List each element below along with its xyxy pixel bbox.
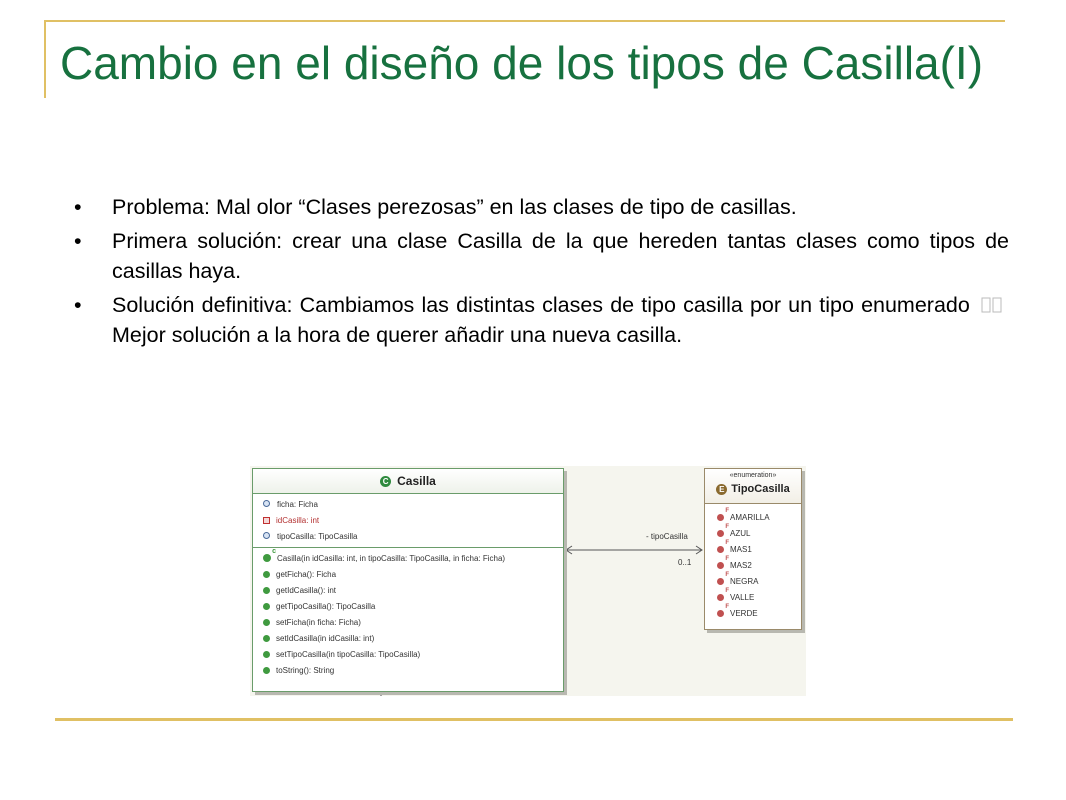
attribute-text: ficha: Ficha xyxy=(277,499,318,509)
attribute-text: idCasilla: int xyxy=(276,515,320,525)
public-method-icon xyxy=(263,635,270,642)
operation-text: setTipoCasilla(in tipoCasilla: TipoCasilla) xyxy=(276,649,421,659)
enum-literal-text: MAS1 xyxy=(730,544,752,554)
enum-literals xyxy=(705,504,801,621)
operation-row xyxy=(253,614,563,630)
operation-row xyxy=(253,646,563,662)
frame-bottom-line xyxy=(55,718,1013,721)
literal-icon xyxy=(717,562,724,569)
enum-icon: E xyxy=(716,484,727,495)
operation-row xyxy=(253,662,563,678)
protected-field-icon xyxy=(263,500,271,508)
class-attributes xyxy=(253,494,563,548)
operation-text: setIdCasilla(in idCasilla: int) xyxy=(276,633,375,643)
literal-icon xyxy=(717,610,724,617)
bullet-text: Primera solución: crear una clase Casilla de la que hereden tantas clases como tipos de casillas haya. xyxy=(112,229,1009,283)
enum-literal-text: VALLE xyxy=(730,592,755,602)
enum-literal-text: MAS2 xyxy=(730,560,752,570)
operation-text: getIdCasilla(): int xyxy=(276,585,337,595)
operation-text: getTipoCasilla(): TipoCasilla xyxy=(276,601,376,611)
enum-literal-row xyxy=(705,573,801,589)
enum-tipocasilla xyxy=(704,468,802,630)
attribute-row xyxy=(253,496,563,512)
enum-literal-row xyxy=(705,525,801,541)
public-method-icon xyxy=(263,571,270,578)
bullet-symbol: • xyxy=(74,229,82,253)
literal-icon xyxy=(717,546,724,553)
association-multiplicity-label: 0..1 xyxy=(678,558,692,567)
association-role-label: - tipoCasilla xyxy=(646,532,688,541)
enum-literal-row xyxy=(705,509,801,525)
uml-diagram xyxy=(250,466,806,696)
literal-icon xyxy=(717,514,724,521)
enum-title xyxy=(705,483,801,495)
public-method-icon xyxy=(263,667,270,674)
attribute-text: tipoCasilla: TipoCasilla xyxy=(277,531,358,541)
bullet-list xyxy=(74,192,1009,354)
public-method-icon xyxy=(263,587,270,594)
arrow-right-icon xyxy=(981,296,1003,314)
public-method-icon xyxy=(263,603,270,610)
enum-header xyxy=(705,469,801,504)
public-method-icon xyxy=(263,619,270,626)
enum-literal-text: AMARILLA xyxy=(730,512,770,522)
operation-text: getFicha(): Ficha xyxy=(276,569,337,579)
frame-left-line xyxy=(44,20,46,98)
constructor-icon xyxy=(263,554,271,562)
bullet-text-after: Mejor solución a la hora de querer añadir una nueva casilla. xyxy=(112,323,683,347)
enum-literal-text: VERDE xyxy=(730,608,758,618)
enum-literal-row xyxy=(705,589,801,605)
class-icon: C xyxy=(380,476,391,487)
protected-field-icon xyxy=(263,532,271,540)
bullet-symbol: • xyxy=(74,195,82,219)
bullet-item-solucion-definitiva xyxy=(74,290,1009,350)
enum-literal-text: NEGRA xyxy=(730,576,759,586)
frame-top-line xyxy=(45,20,1005,22)
public-method-icon xyxy=(263,651,270,658)
operation-text: Casilla(in idCasilla: int, in tipoCasilla: TipoCasilla, in ficha: Ficha) xyxy=(277,553,506,563)
operation-row xyxy=(253,550,563,566)
enum-stereotype: «enumeration» xyxy=(729,472,777,479)
bullet-text-before: Solución definitiva: Cambiamos las distintas clases de tipo casilla por un tipo enumerado xyxy=(112,293,970,317)
operation-text: setFicha(in ficha: Ficha) xyxy=(276,617,361,627)
enum-literal-row xyxy=(705,541,801,557)
operation-row xyxy=(253,630,563,646)
bullet-symbol: • xyxy=(74,293,82,317)
private-field-icon xyxy=(263,517,270,524)
class-header xyxy=(253,469,563,494)
literal-icon xyxy=(717,530,724,537)
enum-literal-row xyxy=(705,605,801,621)
enum-literal-text: AZUL xyxy=(730,528,751,538)
class-operations xyxy=(253,548,563,681)
attribute-row xyxy=(253,528,563,544)
bullet-text: Problema: Mal olor “Clases perezosas” en las clases de tipo de casillas. xyxy=(112,195,797,219)
operation-row xyxy=(253,566,563,582)
operation-row xyxy=(253,582,563,598)
enum-name: TipoCasilla xyxy=(731,483,790,495)
bullet-item-primera-solucion xyxy=(74,226,1009,286)
slide-title: Cambio en el diseño de los tipos de Casilla(I) xyxy=(60,37,984,89)
class-casilla xyxy=(252,468,564,692)
bullet-item-problema xyxy=(74,192,1009,222)
class-name: Casilla xyxy=(397,474,436,488)
literal-icon xyxy=(717,594,724,601)
literal-icon xyxy=(717,578,724,585)
attribute-row xyxy=(253,512,563,528)
enum-literal-row xyxy=(705,557,801,573)
operation-text: toString(): String xyxy=(276,665,335,675)
operation-row xyxy=(253,598,563,614)
